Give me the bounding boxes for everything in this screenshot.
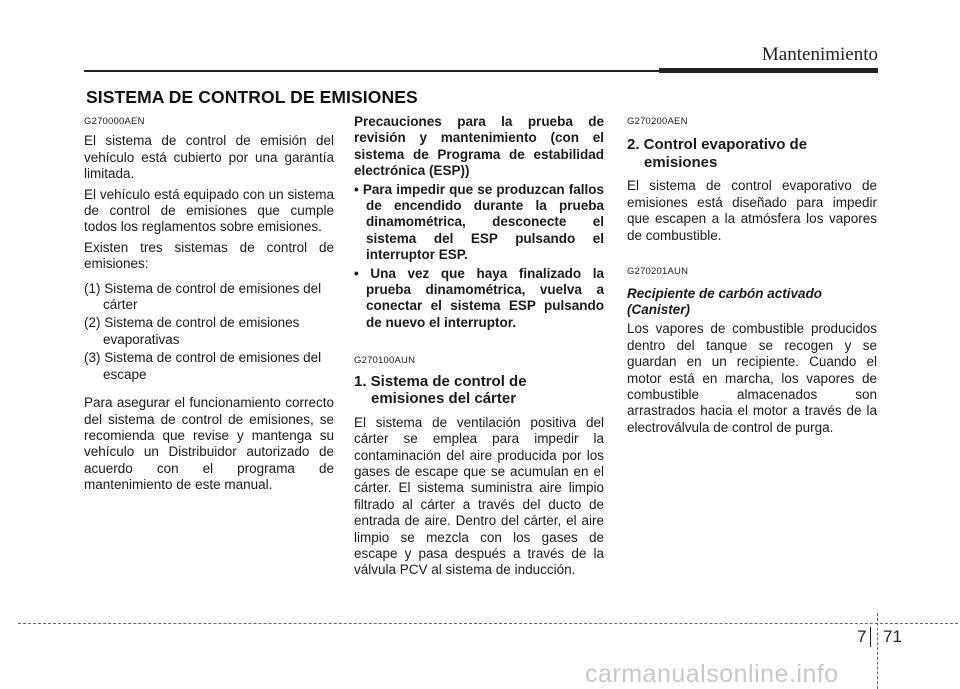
list-item: (3) Sistema de control de emisiones del escape bbox=[84, 350, 322, 382]
footer-divider-line bbox=[877, 613, 878, 689]
page-number-divider bbox=[870, 627, 871, 647]
reference-code: G270200AEN bbox=[627, 116, 688, 127]
reference-code: G270201AUN bbox=[627, 266, 689, 278]
section-title: SISTEMA DE CONTROL DE EMISIONES bbox=[86, 87, 418, 107]
list-item: • Una vez que haya finalizado la prueba dinamométrica, vuelva a conectar el sistema ESP pulsando de nuevo el interruptor. bbox=[354, 265, 604, 330]
header-rule bbox=[84, 70, 659, 72]
subheading: Recipiente de carbón activado (Canister) bbox=[627, 286, 823, 318]
paragraph: El sistema de control de emisión del vehículo está cubierto por una garantía limitada. bbox=[84, 133, 334, 182]
footer-rule bbox=[18, 623, 958, 624]
column-3 bbox=[627, 114, 877, 440]
reference-code: G270000AEN bbox=[84, 116, 145, 127]
paragraph: El sistema de ventilación positiva del cárter se emplea para impedir la contaminación del aire producida por los gases de escape que se acumulan en el cárter. El sistema suministra aire limpio filtrado al cárter a través del ducto de entrada de aire. Dentro del cárter, el aire limpio se mezcla con los gases de escape y pasa después a través de la válvula PCV al sistema de inducción. bbox=[354, 414, 604, 578]
section-heading: 2. Control evaporativo de emisiones bbox=[627, 136, 808, 171]
column-1 bbox=[84, 114, 334, 498]
header-rule-accent bbox=[659, 68, 878, 73]
section-heading: 1. Sistema de control de emisiones del cárter bbox=[354, 372, 527, 408]
paragraph: Los vapores de combustible producidos dentro del tanque se recogen y se guardan en un recipiente. Cuando el motor está en marcha, los vapores de combustible almacenados son arrastrados hacia el motor a través de la electroválvula de control de purga. bbox=[627, 321, 877, 435]
chapter-number: 7 bbox=[857, 627, 867, 646]
watermark: carmanualsonline.info bbox=[585, 660, 839, 688]
paragraph: El vehículo está equipado con un sistema de control de emisiones que cumple todos los reglamentos sobre emisiones. bbox=[84, 186, 334, 235]
paragraph: Existen tres sistemas de control de emisiones: bbox=[84, 239, 334, 272]
list-item: • Para impedir que se produzcan fallos de encendido durante la prueba dinamométrica, desconecte el sistema del ESP pulsando el interruptor ESP. bbox=[354, 181, 604, 263]
list-item: (2) Sistema de control de emisiones evaporativas bbox=[84, 315, 300, 347]
precaution-title: Precauciones para la prueba de revisión y mantenimiento (con el sistema de Programa de estabilidad electrónica (ESP)) bbox=[354, 114, 604, 179]
list-item: (1) Sistema de control de emisiones del cárter bbox=[84, 280, 322, 313]
reference-code: G270100AUN bbox=[354, 355, 416, 367]
paragraph: Para asegurar el funcionamiento correcto del sistema de control de emisiones, se recomienda que revise y mantenga su vehículo un Distribuidor autorizado de acuerdo con el programa de mantenimiento de este manual. bbox=[84, 395, 334, 493]
paragraph: El sistema de control evaporativo de emisiones está diseñado para impedir que escapen a la atmósfera los vapores de combustible. bbox=[627, 178, 877, 243]
column-2 bbox=[354, 114, 604, 583]
emission-systems-list bbox=[84, 281, 334, 383]
chapter-header-title: Mantenimiento bbox=[761, 44, 878, 65]
page-number: 71 bbox=[883, 627, 902, 646]
